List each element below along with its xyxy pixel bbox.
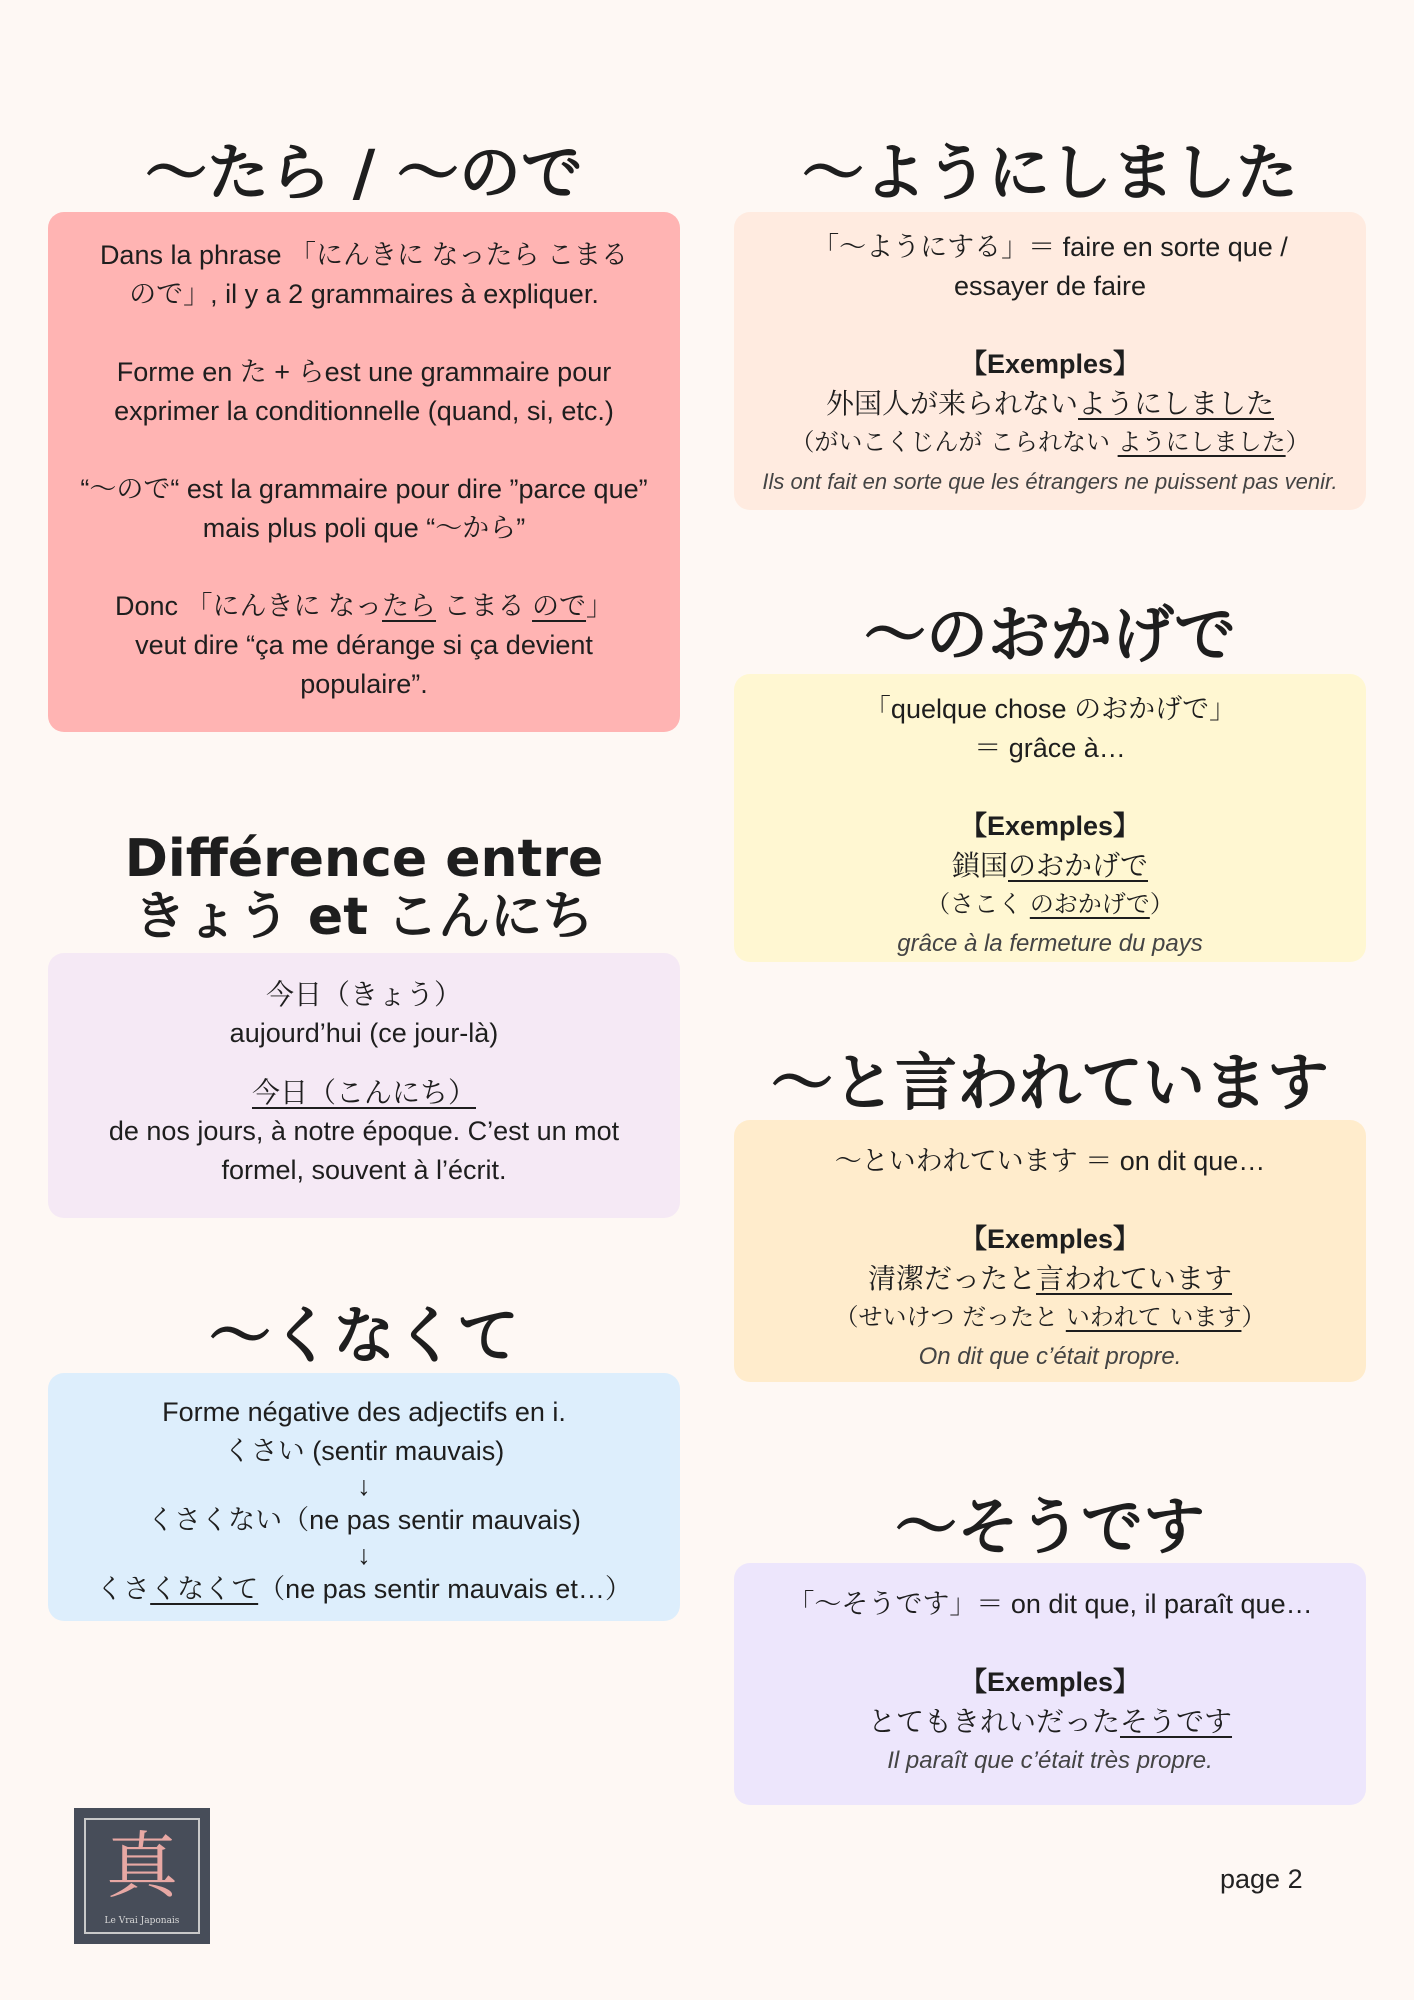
arrow-down-icon: ↓: [357, 1471, 371, 1501]
title-soudesu: 〜そうです: [894, 1490, 1205, 1563]
iware-reading: [756, 1298, 1344, 1337]
iware-reading-underlined: いわれて います: [1065, 1303, 1242, 1331]
kunakute-line2: くさい (sentir mauvais): [223, 1436, 505, 1466]
sou-example: [756, 1702, 1344, 1741]
sou-ex-underlined: そうです: [1120, 1705, 1233, 1738]
konnichi-meaning-b: formel, souvent à l’écrit.: [221, 1155, 507, 1185]
box-okagede: [734, 674, 1366, 962]
tara-line2b: exprimer la conditionnelle (quand, si, etc.): [114, 396, 614, 426]
logo-text: Le Vrai Japonais: [104, 1916, 180, 1926]
tara-line1a: Dans la phrase 「にんきに なったら こまる: [99, 240, 629, 270]
node-underlined: ので: [532, 591, 587, 621]
iware-def: 〜といわれています ＝ on dit que…: [834, 1146, 1266, 1176]
tara-komaru: こまる: [436, 591, 533, 621]
okage-example: [756, 846, 1344, 885]
konnichi-word: 今日（こんにち）: [251, 1076, 476, 1109]
kyou-word: 今日（きょう）: [265, 978, 462, 1011]
box-soudesu: [734, 1563, 1366, 1805]
iware-reading-pre: （せいけつ だったと: [834, 1303, 1066, 1331]
page-number: page 2: [1220, 1864, 1303, 1894]
kunakute-line3: くさくない（ne pas sentir mauvais): [147, 1505, 581, 1535]
title-tara-node: 〜たら / 〜ので: [145, 136, 583, 209]
tara-line3a: “〜ので“ est la grammaire pour dire ”parce que”: [80, 474, 648, 504]
you-reading: [756, 423, 1344, 462]
logo-frame: [84, 1818, 200, 1934]
kunakute-line1: Forme négative des adjectifs en i.: [162, 1397, 566, 1427]
tara-line2a: Forme en た + らest une grammaire pour: [116, 357, 612, 387]
okage-reading-post: ）: [1149, 890, 1174, 918]
okage-translation: grâce à la fermeture du pays: [897, 930, 1203, 957]
okage-def-b: ＝ grâce à…: [974, 733, 1126, 763]
okage-reading-underlined: のおかげで: [1029, 890, 1150, 918]
sou-ex-pre: とてもきれいだった: [867, 1705, 1120, 1738]
sou-examples-head: 【Exemples】: [959, 1667, 1141, 1697]
kyou-meaning: aujourd’hui (ce jour-là): [229, 1018, 499, 1048]
you-reading-underlined: ようにしました: [1117, 428, 1286, 456]
kunakute-line4-underlined: くなくて: [150, 1574, 259, 1604]
box-kunakute: [48, 1373, 680, 1621]
box-younishimashita: [734, 212, 1366, 510]
iware-reading-post: ）: [1241, 1303, 1266, 1331]
you-reading-pre: （がいこくじんが こられない: [790, 428, 1118, 456]
sou-translation: Il paraît que c’était très propre.: [887, 1747, 1213, 1774]
tara-donc: Donc 「にんきに なっ: [114, 591, 383, 621]
iware-examples-head: 【Exemples】: [959, 1224, 1141, 1254]
iware-example: [756, 1259, 1344, 1298]
tara-line1b: ので」, il y a 2 grammaires à expliquer.: [129, 279, 599, 309]
title-kyou: [48, 830, 680, 946]
okage-ex-pre: 鎖国: [951, 849, 1008, 882]
sou-def: 「〜そうです」＝ on dit que, il paraît que…: [787, 1589, 1313, 1619]
arrow-down-icon-2: ↓: [357, 1540, 371, 1570]
tara-line4b: veut dire “ça me dérange si ça devient: [135, 630, 593, 660]
tara-line4a: [70, 587, 658, 626]
okage-reading: [756, 885, 1344, 924]
okage-examples-head: 【Exemples】: [959, 811, 1141, 841]
you-translation: Ils ont fait en sorte que les étrangers ne puissent pas venir.: [762, 469, 1338, 494]
you-def-b: essayer de faire: [953, 271, 1147, 301]
you-example: [756, 384, 1344, 423]
box-iwareteimasu: [734, 1120, 1366, 1382]
title-okagede: 〜のおかげで: [863, 598, 1236, 671]
you-reading-post: ）: [1285, 428, 1310, 456]
logo-char: 真: [105, 1824, 178, 1908]
logo: [74, 1808, 210, 1944]
title-iwareteimasu: 〜と言われています: [770, 1046, 1329, 1119]
iware-translation: On dit que c’était propre.: [918, 1343, 1182, 1370]
title-younishimashita: 〜ようにしました: [801, 136, 1298, 209]
tara-underlined: たら: [382, 591, 437, 621]
tara-line3b: mais plus poli que “〜から”: [202, 513, 526, 543]
box-kyou: [48, 953, 680, 1218]
kunakute-line4-post: （ne pas sentir mauvais et…）: [258, 1574, 632, 1604]
you-examples-head: 【Exemples】: [959, 349, 1141, 379]
okage-def-a: 「quelque chose のおかげで」: [863, 694, 1237, 724]
title-kunakute: 〜くなくて: [208, 1299, 519, 1372]
okage-ex-underlined: のおかげで: [1008, 849, 1149, 882]
konnichi-meaning-a: de nos jours, à notre époque. C’est un mot: [108, 1116, 620, 1146]
tara-line4c: populaire”.: [300, 669, 428, 699]
okage-reading-pre: （さこく: [926, 890, 1030, 918]
you-ex-underlined: ようにしました: [1078, 387, 1275, 420]
you-ex-pre: 外国人が来られない: [825, 387, 1078, 420]
you-def-a: 「〜ようにする」＝ faire en sorte que /: [812, 232, 1288, 262]
tara-close: 」: [586, 591, 614, 621]
iware-ex-underlined: 言われています: [1036, 1262, 1233, 1295]
kunakute-line4: [70, 1570, 658, 1609]
kunakute-line4-pre: くさ: [96, 1574, 151, 1604]
title-kyou-line1: Différence entre: [124, 829, 604, 889]
title-kyou-line2: きょう et こんにち: [133, 887, 595, 947]
box-tara-node: [48, 212, 680, 732]
iware-ex-pre: 清潔だったと: [867, 1262, 1036, 1295]
